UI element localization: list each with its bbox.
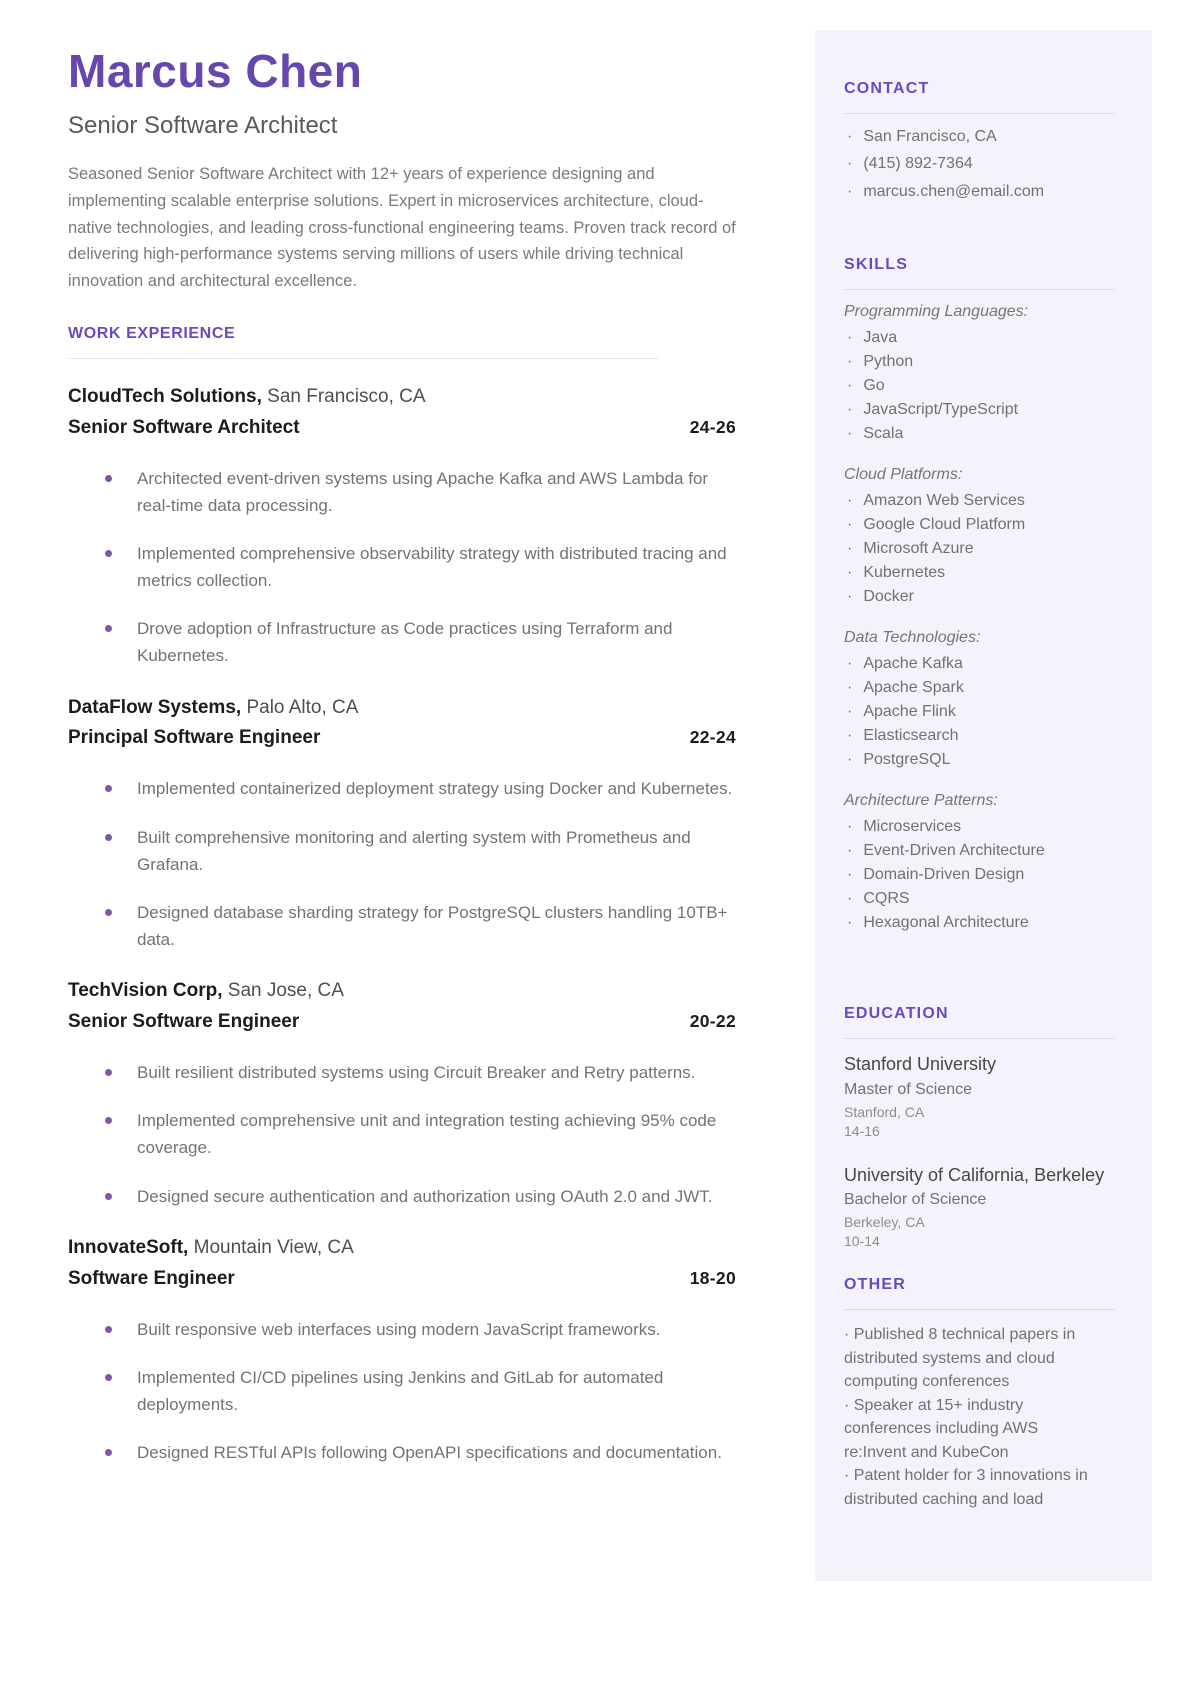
other-item-speaker: · Speaker at 15+ industry conferences including AWS re:Invent and KubeCon	[844, 1394, 1094, 1465]
company-location: San Francisco, CA	[267, 385, 426, 407]
company-location: Mountain View, CA	[193, 1236, 354, 1258]
job-bullet	[68, 1439, 736, 1466]
education-entry-berkeley	[844, 1163, 1115, 1249]
skill-item: · Microservices	[844, 817, 1115, 837]
skill-item: · Elasticsearch	[844, 726, 1115, 746]
other-item-patents: · Patent holder for 3 innovations in distributed caching and load	[844, 1464, 1094, 1511]
skill-item: · Apache Spark	[844, 678, 1115, 698]
divider	[844, 1038, 1115, 1039]
contact-location: · San Francisco, CA	[844, 127, 1115, 147]
contact-section	[844, 80, 1115, 202]
job-title: Principal Software Engineer	[68, 727, 321, 749]
skill-group-programming-languages	[844, 303, 1115, 444]
other-heading: OTHER	[844, 1276, 906, 1293]
company-location: San Jose, CA	[227, 980, 344, 1002]
job-dates: 20-22	[689, 1011, 736, 1032]
skill-item: · Python	[844, 352, 1115, 372]
skill-list	[844, 491, 1115, 607]
job-bullet	[68, 1364, 736, 1418]
company-name: TechVision Corp,	[68, 980, 223, 1002]
school-degree: Master of Science	[844, 1080, 973, 1098]
job-bullet	[68, 775, 736, 802]
job-title: Senior Software Engineer	[68, 1011, 300, 1033]
skill-group-architecture-patterns	[844, 792, 1115, 933]
company-location: Palo Alto, CA	[246, 696, 359, 718]
job-bullet	[68, 1107, 736, 1161]
job-bullet	[68, 1183, 736, 1210]
skill-item: · Hexagonal Architecture	[844, 913, 1115, 933]
school-location: Berkeley, CA	[844, 1214, 925, 1230]
bullet-dot-icon	[105, 625, 112, 632]
bullet-dot-icon	[105, 1117, 112, 1124]
bullet-text: Designed database sharding strategy for PostgreSQL clusters handling 10TB+ data.	[137, 902, 728, 950]
contact-email: · marcus.chen@email.com	[844, 182, 1115, 202]
job-dates: 18-20	[689, 1267, 736, 1288]
skill-item: · Domain-Driven Design	[844, 865, 1115, 885]
bullet-dot-icon	[105, 1374, 112, 1381]
bullet-dot-icon	[105, 909, 112, 916]
skill-list	[844, 328, 1115, 444]
bullet-text: Implemented comprehensive observability strategy with distributed tracing and metrics collection.	[137, 543, 727, 591]
job-company-line	[68, 1236, 736, 1260]
bullet-text: Built resilient distributed systems using Circuit Breaker and Retry patterns.	[137, 1063, 696, 1083]
job-bullet-list	[68, 775, 736, 953]
skill-group-label: Programming Languages:	[844, 303, 1029, 321]
school-dates: 10-14	[844, 1233, 880, 1249]
education-section	[844, 1005, 1115, 1249]
company-name: InnovateSoft,	[68, 1236, 189, 1258]
job-bullet	[68, 1059, 736, 1086]
skill-item: · Apache Kafka	[844, 654, 1115, 674]
person-headline: Senior Software Architect	[68, 112, 338, 140]
job-bullet	[68, 1316, 736, 1343]
skill-group-label: Architecture Patterns:	[844, 792, 998, 810]
bullet-text: Built comprehensive monitoring and alerting system with Prometheus and Grafana.	[137, 827, 691, 874]
other-section	[844, 1276, 1115, 1511]
job-company-line	[68, 385, 736, 409]
skills-heading: SKILLS	[844, 256, 909, 274]
skill-list	[844, 817, 1115, 933]
job-bullet	[68, 465, 736, 519]
bullet-dot-icon	[105, 1069, 112, 1076]
skill-item: · Apache Flink	[844, 702, 1115, 722]
bullet-dot-icon	[105, 1449, 112, 1456]
skill-item: · Kubernetes	[844, 563, 1115, 583]
bullet-text: Architected event-driven systems using Apache Kafka and AWS Lambda for real-time data processing.	[137, 468, 709, 515]
bullet-text: Built responsive web interfaces using modern JavaScript frameworks.	[137, 1319, 661, 1339]
education-heading: EDUCATION	[844, 1005, 949, 1023]
job-dates: 24-26	[689, 416, 736, 437]
sidebar-column	[844, 80, 1115, 1511]
main-column	[68, 44, 736, 1487]
work-experience-heading: WORK EXPERIENCE	[68, 324, 236, 342]
contact-list	[844, 127, 1115, 202]
job-entry-cloudtech	[68, 385, 736, 670]
job-title-row	[68, 417, 736, 439]
bullet-text: Implemented containerized deployment strategy using Docker and Kubernetes.	[137, 779, 733, 799]
skill-item: · Scala	[844, 424, 1115, 444]
company-name: DataFlow Systems,	[68, 696, 242, 718]
job-dates: 22-24	[689, 727, 736, 748]
contact-phone: · (415) 892-7364	[844, 154, 1115, 174]
bullet-dot-icon	[105, 785, 112, 792]
job-bullet-list	[68, 1059, 736, 1210]
bullet-text: Designed secure authentication and authorization using OAuth 2.0 and JWT.	[137, 1186, 713, 1206]
bullet-text: Implemented comprehensive unit and integration testing achieving 95% code coverage.	[137, 1111, 717, 1158]
skill-item: · Microsoft Azure	[844, 539, 1115, 559]
skill-list	[844, 654, 1115, 770]
job-entry-dataflow	[68, 696, 736, 954]
job-bullet-list	[68, 1316, 736, 1467]
skill-group-cloud-platforms	[844, 466, 1115, 607]
job-title-row	[68, 727, 736, 749]
job-entry-innovatesoft	[68, 1236, 736, 1467]
skills-section	[844, 256, 1115, 933]
skill-item: · PostgreSQL	[844, 750, 1115, 770]
skill-item: · CQRS	[844, 889, 1115, 909]
bullet-text: Implemented CI/CD pipelines using Jenkins and GitLab for automated deployments.	[137, 1367, 664, 1414]
summary-paragraph: Seasoned Senior Software Architect with 12+ years of experience designing and implementing scalable enterprise solutions. Expert in microservices architecture, cloud-native technologies, and leading cross-functional engineering teams. Proven track record of delivering high-performance systems serving millions of users while driving technical innovation and architectural excellence.	[68, 165, 736, 291]
skill-item: · Docker	[844, 587, 1115, 607]
job-bullet	[68, 540, 736, 594]
school-location: Stanford, CA	[844, 1103, 925, 1120]
bullet-text: Drove adoption of Infrastructure as Code practices using Terraform and Kubernetes.	[137, 619, 673, 666]
job-bullet	[68, 824, 736, 878]
skill-item: · Event-Driven Architecture	[844, 841, 1115, 861]
school-dates: 14-16	[844, 1122, 880, 1139]
school-name: University of California, Berkeley	[844, 1164, 1105, 1185]
bullet-dot-icon	[105, 475, 112, 482]
school-name: Stanford University	[844, 1054, 997, 1075]
bullet-dot-icon	[105, 550, 112, 557]
skill-group-label: Data Technologies:	[844, 629, 981, 647]
divider	[844, 289, 1115, 290]
bullet-dot-icon	[105, 1326, 112, 1333]
job-bullet	[68, 899, 736, 953]
company-name: CloudTech Solutions,	[68, 385, 262, 407]
divider	[68, 358, 658, 359]
job-company-line	[68, 696, 736, 720]
skill-item: · Amazon Web Services	[844, 491, 1115, 511]
job-company-line	[68, 979, 736, 1003]
school-degree: Bachelor of Science	[844, 1191, 987, 1208]
other-item-publications: · Published 8 technical papers in distributed systems and cloud computing conferences	[844, 1323, 1094, 1394]
skill-item: · Go	[844, 376, 1115, 396]
education-entry-stanford	[844, 1052, 1115, 1138]
skill-item: · Java	[844, 328, 1115, 348]
divider	[844, 1309, 1115, 1310]
job-title-row	[68, 1011, 736, 1033]
person-name: Marcus Chen	[68, 45, 363, 97]
skill-group-label: Cloud Platforms:	[844, 466, 963, 484]
skill-item: · JavaScript/TypeScript	[844, 400, 1115, 420]
divider	[844, 113, 1115, 114]
job-entry-techvision	[68, 979, 736, 1210]
skill-group-data-technologies	[844, 629, 1115, 770]
bullet-dot-icon	[105, 834, 112, 841]
bullet-dot-icon	[105, 1193, 112, 1200]
bullet-text: Designed RESTful APIs following OpenAPI specifications and documentation.	[137, 1443, 722, 1463]
job-title: Software Engineer	[68, 1267, 235, 1289]
skill-item: · Google Cloud Platform	[844, 515, 1115, 535]
job-title-row	[68, 1268, 736, 1290]
job-bullet-list	[68, 465, 736, 670]
job-title: Senior Software Architect	[68, 416, 300, 438]
contact-heading: CONTACT	[844, 80, 930, 97]
job-bullet	[68, 615, 736, 669]
